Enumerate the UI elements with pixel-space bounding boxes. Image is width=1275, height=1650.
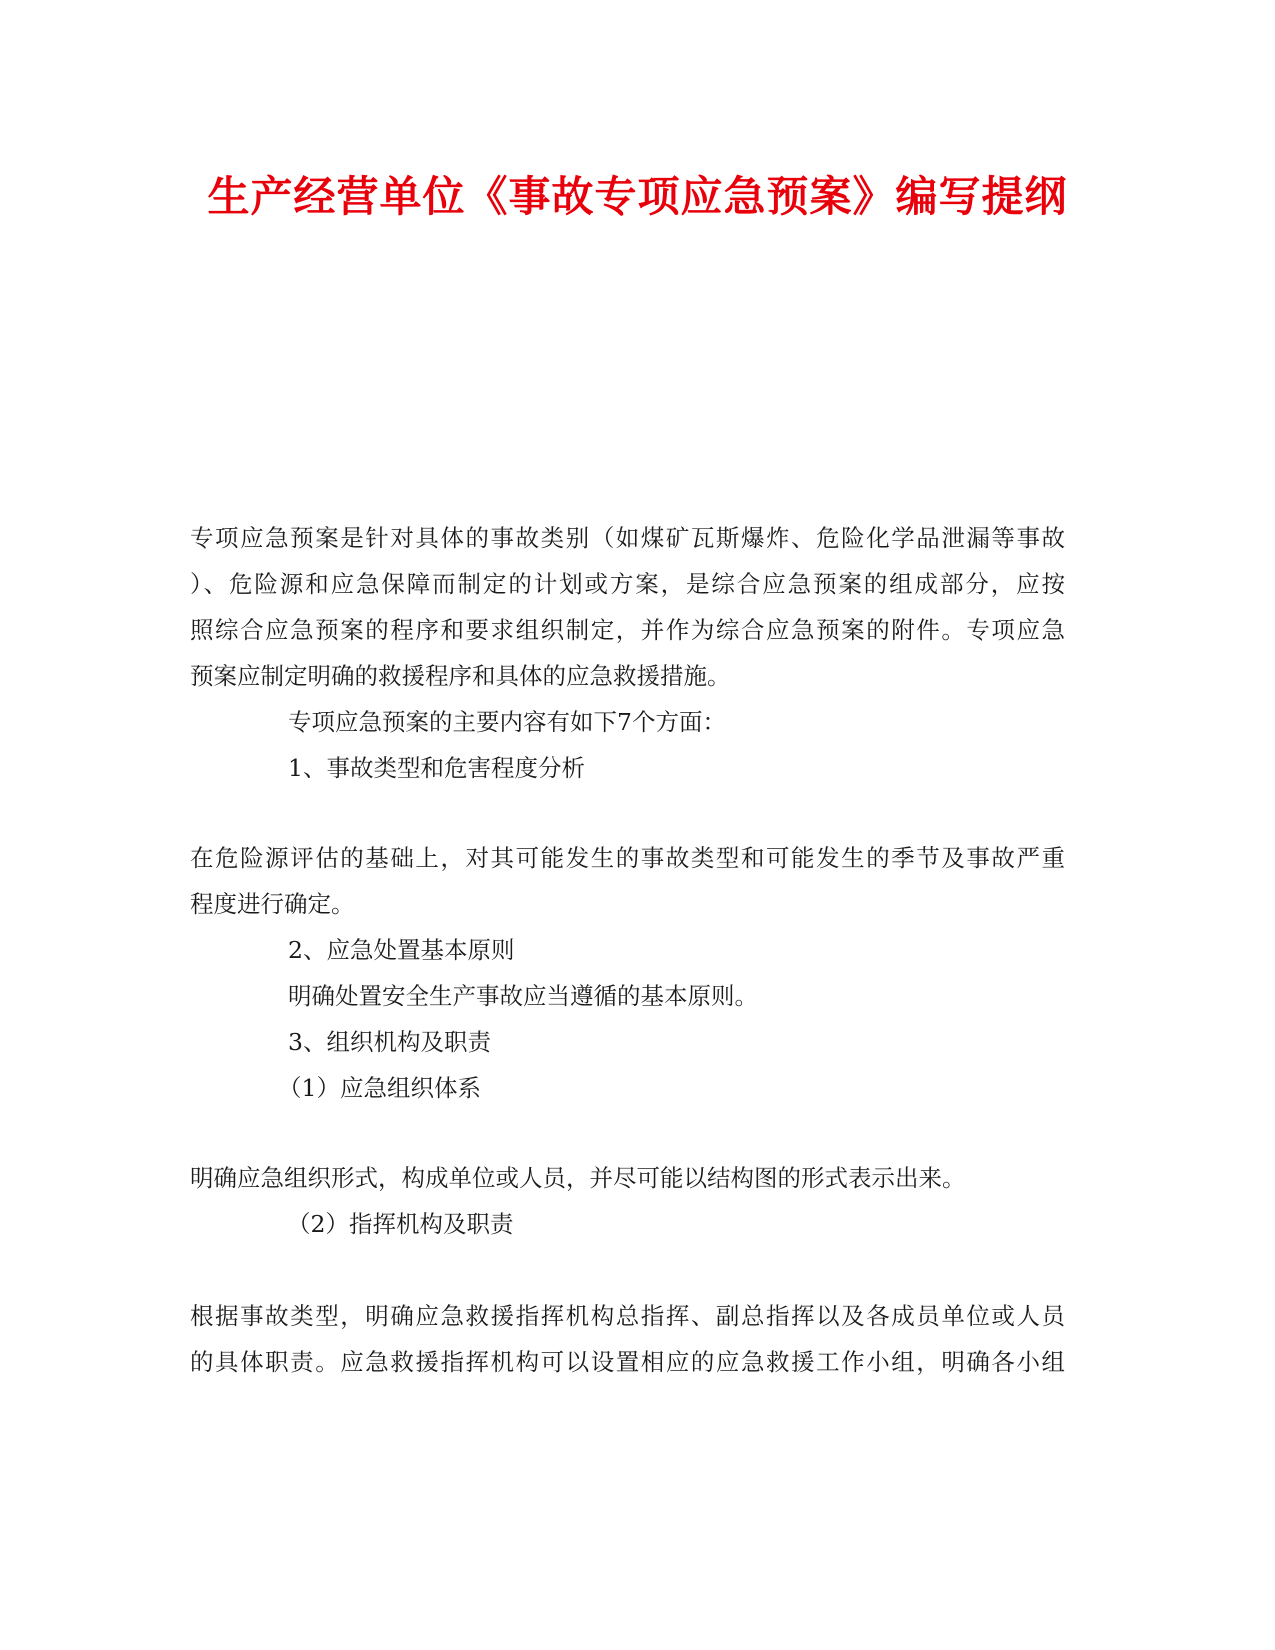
document-title: 生产经营单位《事故专项应急预案》编写提纲	[207, 172, 1068, 221]
section-heading: 3、组织机构及职责	[288, 1028, 491, 1056]
subsection-heading: （2）指挥机构及职责	[287, 1210, 514, 1238]
paragraph-line: 预案应制定明确的救援程序和具体的应急救援措施。	[190, 662, 731, 690]
section-heading: 1、事故类型和危害程度分析	[288, 754, 585, 782]
paragraph-line: 照综合应急预案的程序和要求组织制定，并作为综合应急预案的附件。专项应急	[190, 616, 1065, 644]
paragraph-line: 程度进行确定。	[190, 890, 355, 918]
paragraph-line: 的具体职责。应急救援指挥机构可以设置相应的应急救援工作小组，明确各小组	[190, 1348, 1065, 1376]
paragraph-line: ）、危险源和应急保障而制定的计划或方案，是综合应急预案的组成部分，应按	[190, 570, 1065, 598]
paragraph-line: 根据事故类型，明确应急救援指挥机构总指挥、副总指挥以及各成员单位或人员	[190, 1302, 1065, 1330]
paragraph-line: 在危险源评估的基础上，对其可能发生的事故类型和可能发生的季节及事故严重	[190, 844, 1065, 872]
paragraph-line: 明确处置安全生产事故应当遵循的基本原则。	[288, 982, 758, 1010]
paragraph-line: 专项应急预案是针对具体的事故类别（如煤矿瓦斯爆炸、危险化学品泄漏等事故	[190, 524, 1065, 552]
section-heading: 2、应急处置基本原则	[288, 936, 515, 964]
intro-line: 专项应急预案的主要内容有如下7个方面：	[288, 708, 726, 736]
subsection-heading: （1）应急组织体系	[278, 1074, 481, 1102]
paragraph-line: 明确应急组织形式，构成单位或人员，并尽可能以结构图的形式表示出来。	[190, 1164, 966, 1192]
